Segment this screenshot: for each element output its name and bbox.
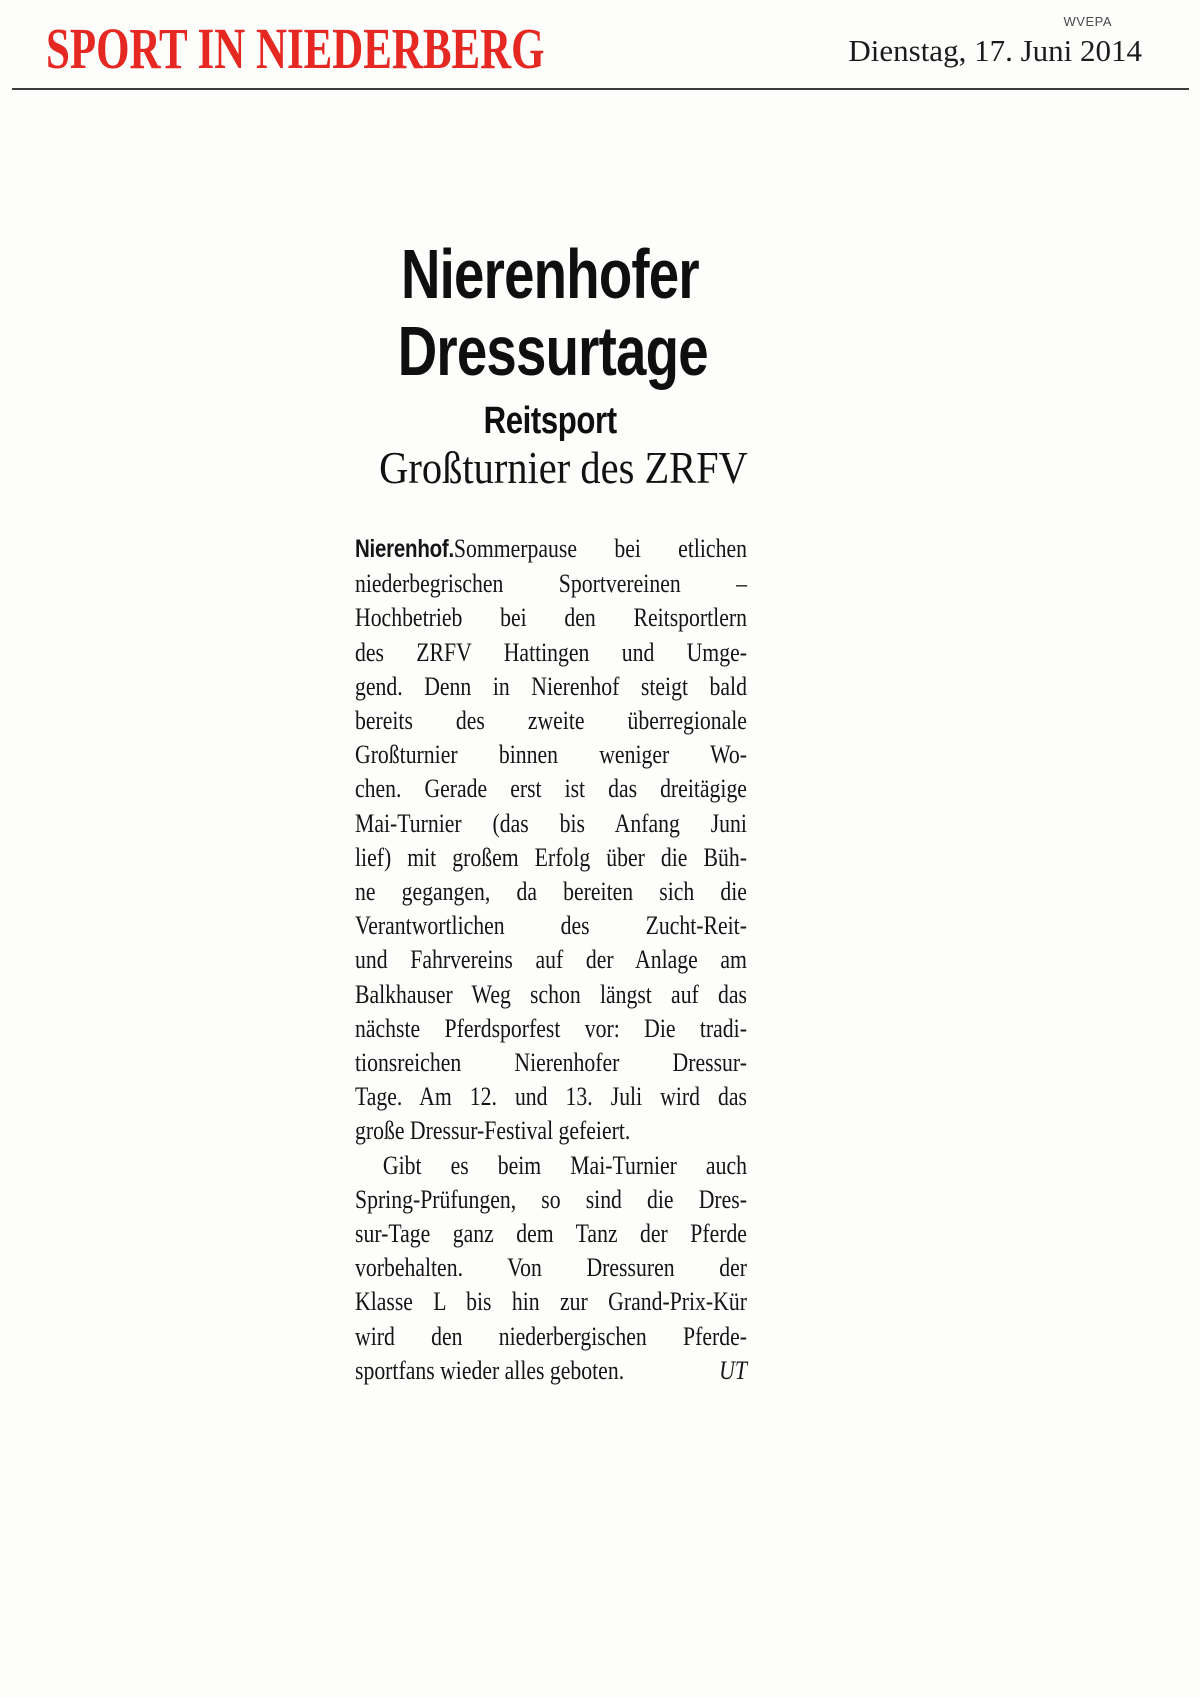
article-subtitle: [354, 442, 746, 494]
body-line: nächste Pferdsporfest vor: Die tradi-: [355, 1012, 747, 1043]
body-line: ne gegangen, da bereiten sich die: [355, 876, 747, 907]
body-line: Großturnier binnen weniger Wo-: [355, 739, 747, 770]
kicker-text: Reitsport: [483, 400, 617, 442]
body-line: lief) mit großem Erfolg über die Büh-: [355, 841, 747, 872]
body-line: große Dressur-Festival gefeiert.: [355, 1115, 631, 1146]
body-line: vorbehalten. Von Dressuren der: [355, 1252, 747, 1283]
body-line-text: Sommerpause bei etlichen: [453, 533, 747, 563]
issue-date: Dienstag, 17. Juni 2014: [848, 33, 1142, 68]
article-headline: [354, 236, 746, 390]
subtitle-text: Großturnier des ZRFV: [379, 442, 748, 493]
masthead-right: [848, 14, 1142, 69]
body-line: niederbegrischen Sportvereinen –: [355, 568, 747, 599]
agency-code: WVEPA: [1063, 14, 1112, 29]
body-line: chen. Gerade erst ist das dreitägige: [355, 773, 747, 804]
body-line-text: sportfans wieder alles geboten.: [355, 1354, 625, 1385]
author-initials: UT: [719, 1354, 747, 1385]
body-line: [355, 1353, 747, 1387]
body-line: Hochbetrieb bei den Reitsportlern: [355, 602, 747, 633]
body-line: Mai-Turnier (das bis Anfang Juni: [355, 807, 747, 838]
headline-text-2: Dressurtage: [397, 312, 708, 390]
masthead-divider: [12, 88, 1189, 90]
body-line: und Fahrvereins auf der Anlage am: [355, 944, 747, 975]
location-lead: Nierenhof.: [355, 535, 454, 563]
body-line: sur-Tage ganz dem Tanz der Pferde: [355, 1218, 747, 1249]
body-line: bereits des zweite überregionale: [355, 705, 747, 736]
body-line: tionsreichen Nierenhofer Dressur-: [355, 1047, 747, 1078]
headline-line-2: [354, 313, 746, 390]
body-line: des ZRFV Hattingen und Umge-: [355, 636, 747, 667]
body-line: Gibt es beim Mai-Turnier auch: [382, 1149, 747, 1180]
body-line: [355, 531, 747, 566]
section-title: SPORT IN NIEDERBERG: [46, 16, 545, 81]
body-line: Verantwortlichen des Zucht-Reit-: [355, 910, 747, 941]
article-body: [355, 531, 747, 1387]
body-line: Klasse L bis hin zur Grand-Prix-Kür: [355, 1286, 747, 1317]
body-line: Balkhauser Weg schon längst auf das: [355, 978, 747, 1009]
body-line: Spring-Prüfungen, so sind die Dres-: [355, 1183, 747, 1214]
body-line: gend. Denn in Nierenhof steigt bald: [355, 670, 747, 701]
headline-line-1: [354, 236, 746, 313]
article-kicker: [354, 400, 746, 442]
headline-text-1: Nierenhofer: [401, 235, 699, 313]
body-line: Tage. Am 12. und 13. Juli wird das: [355, 1081, 747, 1112]
body-line: wird den niederbergischen Pferde-: [355, 1320, 747, 1351]
